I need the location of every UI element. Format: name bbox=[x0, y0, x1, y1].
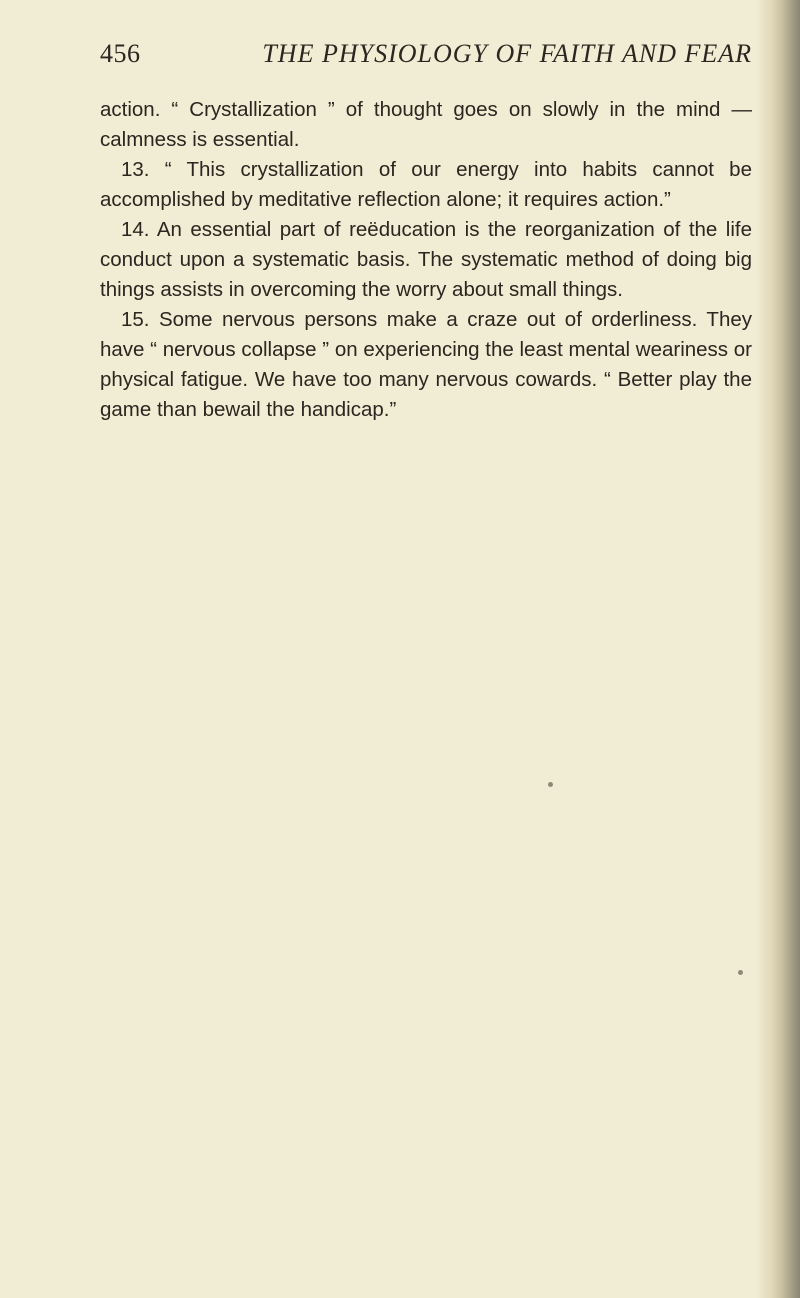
body-text bbox=[100, 95, 752, 425]
running-title: THE PHYSIOLOGY OF FAITH AND FEAR bbox=[262, 39, 752, 68]
paragraph-item-14: 14. An essential part of reëducation is the reorganization of the life conduct upon a systematic basis. The systematic method of doing big things assists in overcoming the worry about small things. bbox=[100, 218, 752, 301]
running-header bbox=[100, 34, 752, 74]
page-edge bbox=[770, 0, 800, 1298]
paragraph-item-13: 13. “ This crystallization of our energy into habits cannot be accomplished by meditative reflection alone; it requires action.” bbox=[100, 158, 752, 211]
paper-speck bbox=[548, 782, 553, 787]
paper-speck bbox=[738, 970, 743, 975]
paragraph-item-15: 15. Some nervous persons make a craze out of orderliness. They have “ nervous collapse ” on experiencing the least mental weariness or physical fatigue. We have too many nervous cowards. “ Better play the game than bewail the handicap.” bbox=[100, 308, 752, 421]
page-number: 456 bbox=[100, 39, 141, 68]
page-edge-shadow bbox=[756, 0, 770, 1298]
paragraph-continuation: action. “ Crystallization ” of thought goes on slowly in the mind — calmness is essential. bbox=[100, 98, 752, 151]
